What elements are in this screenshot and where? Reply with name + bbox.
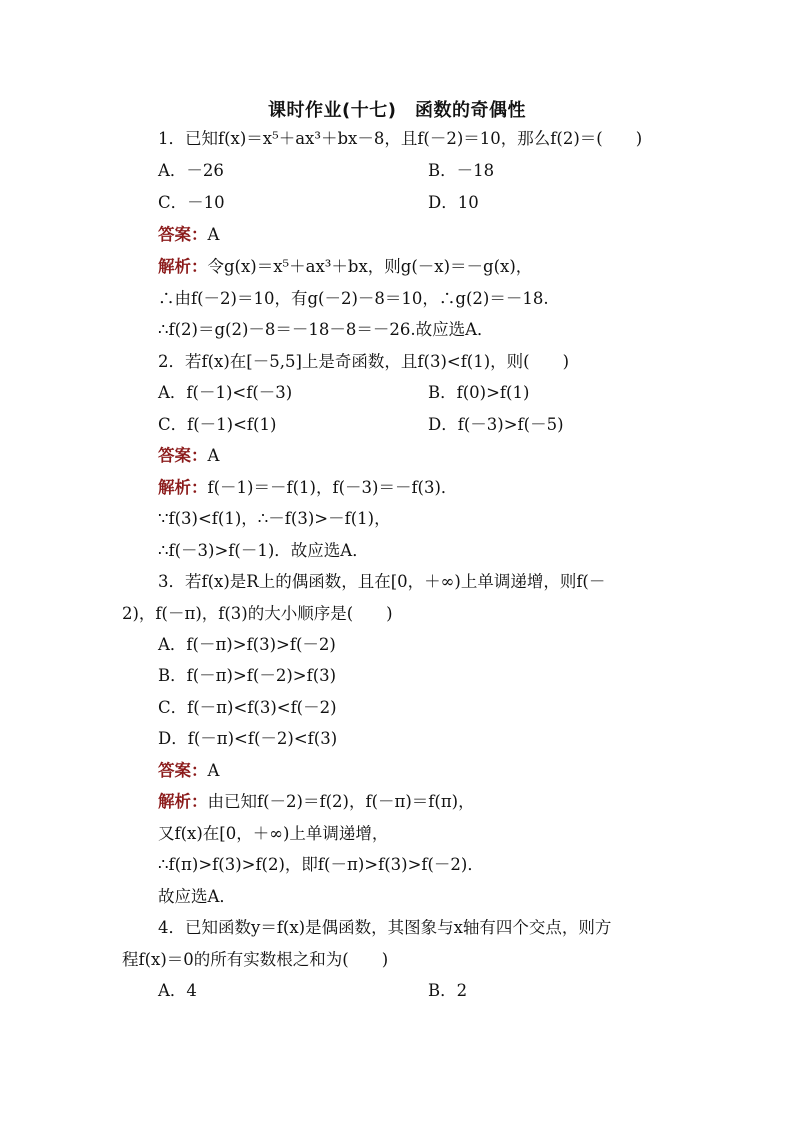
q3-analysis-1: 由已知f(－2)＝f(2)，f(－π)＝f(π)， [207,792,475,811]
q3-answer: A [207,761,220,780]
q2-option-c: C．f(－1)<f(1) [158,415,277,434]
q2-analysis-line-1 [158,477,457,499]
q3-option-d: D．f(－π)<f(－2)<f(3) [158,729,338,748]
q2-analysis-line-2: ∵f(3)<f(1)，∴－f(3)>－f(1)， [158,509,391,528]
q3-option-b: B．f(－π)>f(－2)>f(3) [158,666,337,685]
q1-option-c: C．－10 [158,193,225,212]
q2-answer-line [158,445,219,467]
q4-stem-line-1: 4．已知函数y＝f(x)是偶函数，其图象与x轴有四个交点，则方 [158,918,612,937]
q2-stem: 2．若f(x)在[－5,5]上是奇函数，且f(3)<f(1)，则( ) [158,352,570,371]
q3-analysis-line-2: 又f(x)在[0，＋∞)上单调递增， [158,824,389,843]
q2-answer: A [207,446,220,465]
q3-stem-line-2: 2)，f(－π)，f(3)的大小顺序是( ) [122,604,393,623]
q2-analysis-1: f(－1)＝－f(1)，f(－3)＝－f(3)． [207,478,458,497]
q1-option-b: B．－18 [428,161,495,180]
q1-option-d: D．10 [428,193,479,212]
analysis-label: 解析： [158,792,208,811]
q1-option-a: A．－26 [158,161,224,180]
answer-label: 答案： [158,225,208,244]
q3-analysis-line-1 [158,791,475,813]
q1-analysis-line-3: ∴f(2)＝g(2)－8＝－18－8＝－26.故应选A． [158,320,494,339]
q3-answer-line [158,760,219,782]
q1-answer: A [207,225,220,244]
q4-stem-line-2: 程f(x)＝0的所有实数根之和为( ) [122,950,389,969]
q4-option-b: B．2 [428,981,468,1000]
analysis-label: 解析： [158,257,208,276]
q2-option-a: A．f(－1)<f(－3) [158,383,293,402]
q1-analysis-1: 令g(x)＝x⁵＋ax³＋bx，则g(－x)＝－g(x)， [207,257,533,276]
q3-analysis-line-4: 故应选A． [158,887,236,906]
answer-label: 答案： [158,761,208,780]
answer-label: 答案： [158,446,208,465]
q1-stem: 1．已知f(x)＝x⁵＋ax³＋bx－8，且f(－2)＝10，那么f(2)＝( ) [158,129,643,148]
page-title: 课时作业(十七) 函数的奇偶性 [268,100,526,121]
q1-analysis-line-1 [158,256,532,278]
q2-option-b: B．f(0)>f(1) [428,383,530,402]
q4-option-a: A．4 [158,981,197,1000]
analysis-label: 解析： [158,478,208,497]
q3-analysis-line-3: ∴f(π)>f(3)>f(2)，即f(－π)>f(3)>f(－2)． [158,855,484,874]
q3-stem-line-1: 3．若f(x)是R上的偶函数，且在[0，＋∞)上单调递增，则f(－ [158,572,606,591]
q3-option-c: C．f(－π)<f(3)<f(－2) [158,698,337,717]
q1-analysis-line-2: ∴由f(－2)＝10，有g(－2)－8＝10，∴g(2)＝－18. [158,289,549,308]
q2-analysis-line-3: ∴f(－3)>f(－1)．故应选A． [158,541,369,560]
q3-option-a: A．f(－π)>f(3)>f(－2) [158,635,336,654]
q1-answer-line [158,224,219,246]
q2-option-d: D．f(－3)>f(－5) [428,415,564,434]
